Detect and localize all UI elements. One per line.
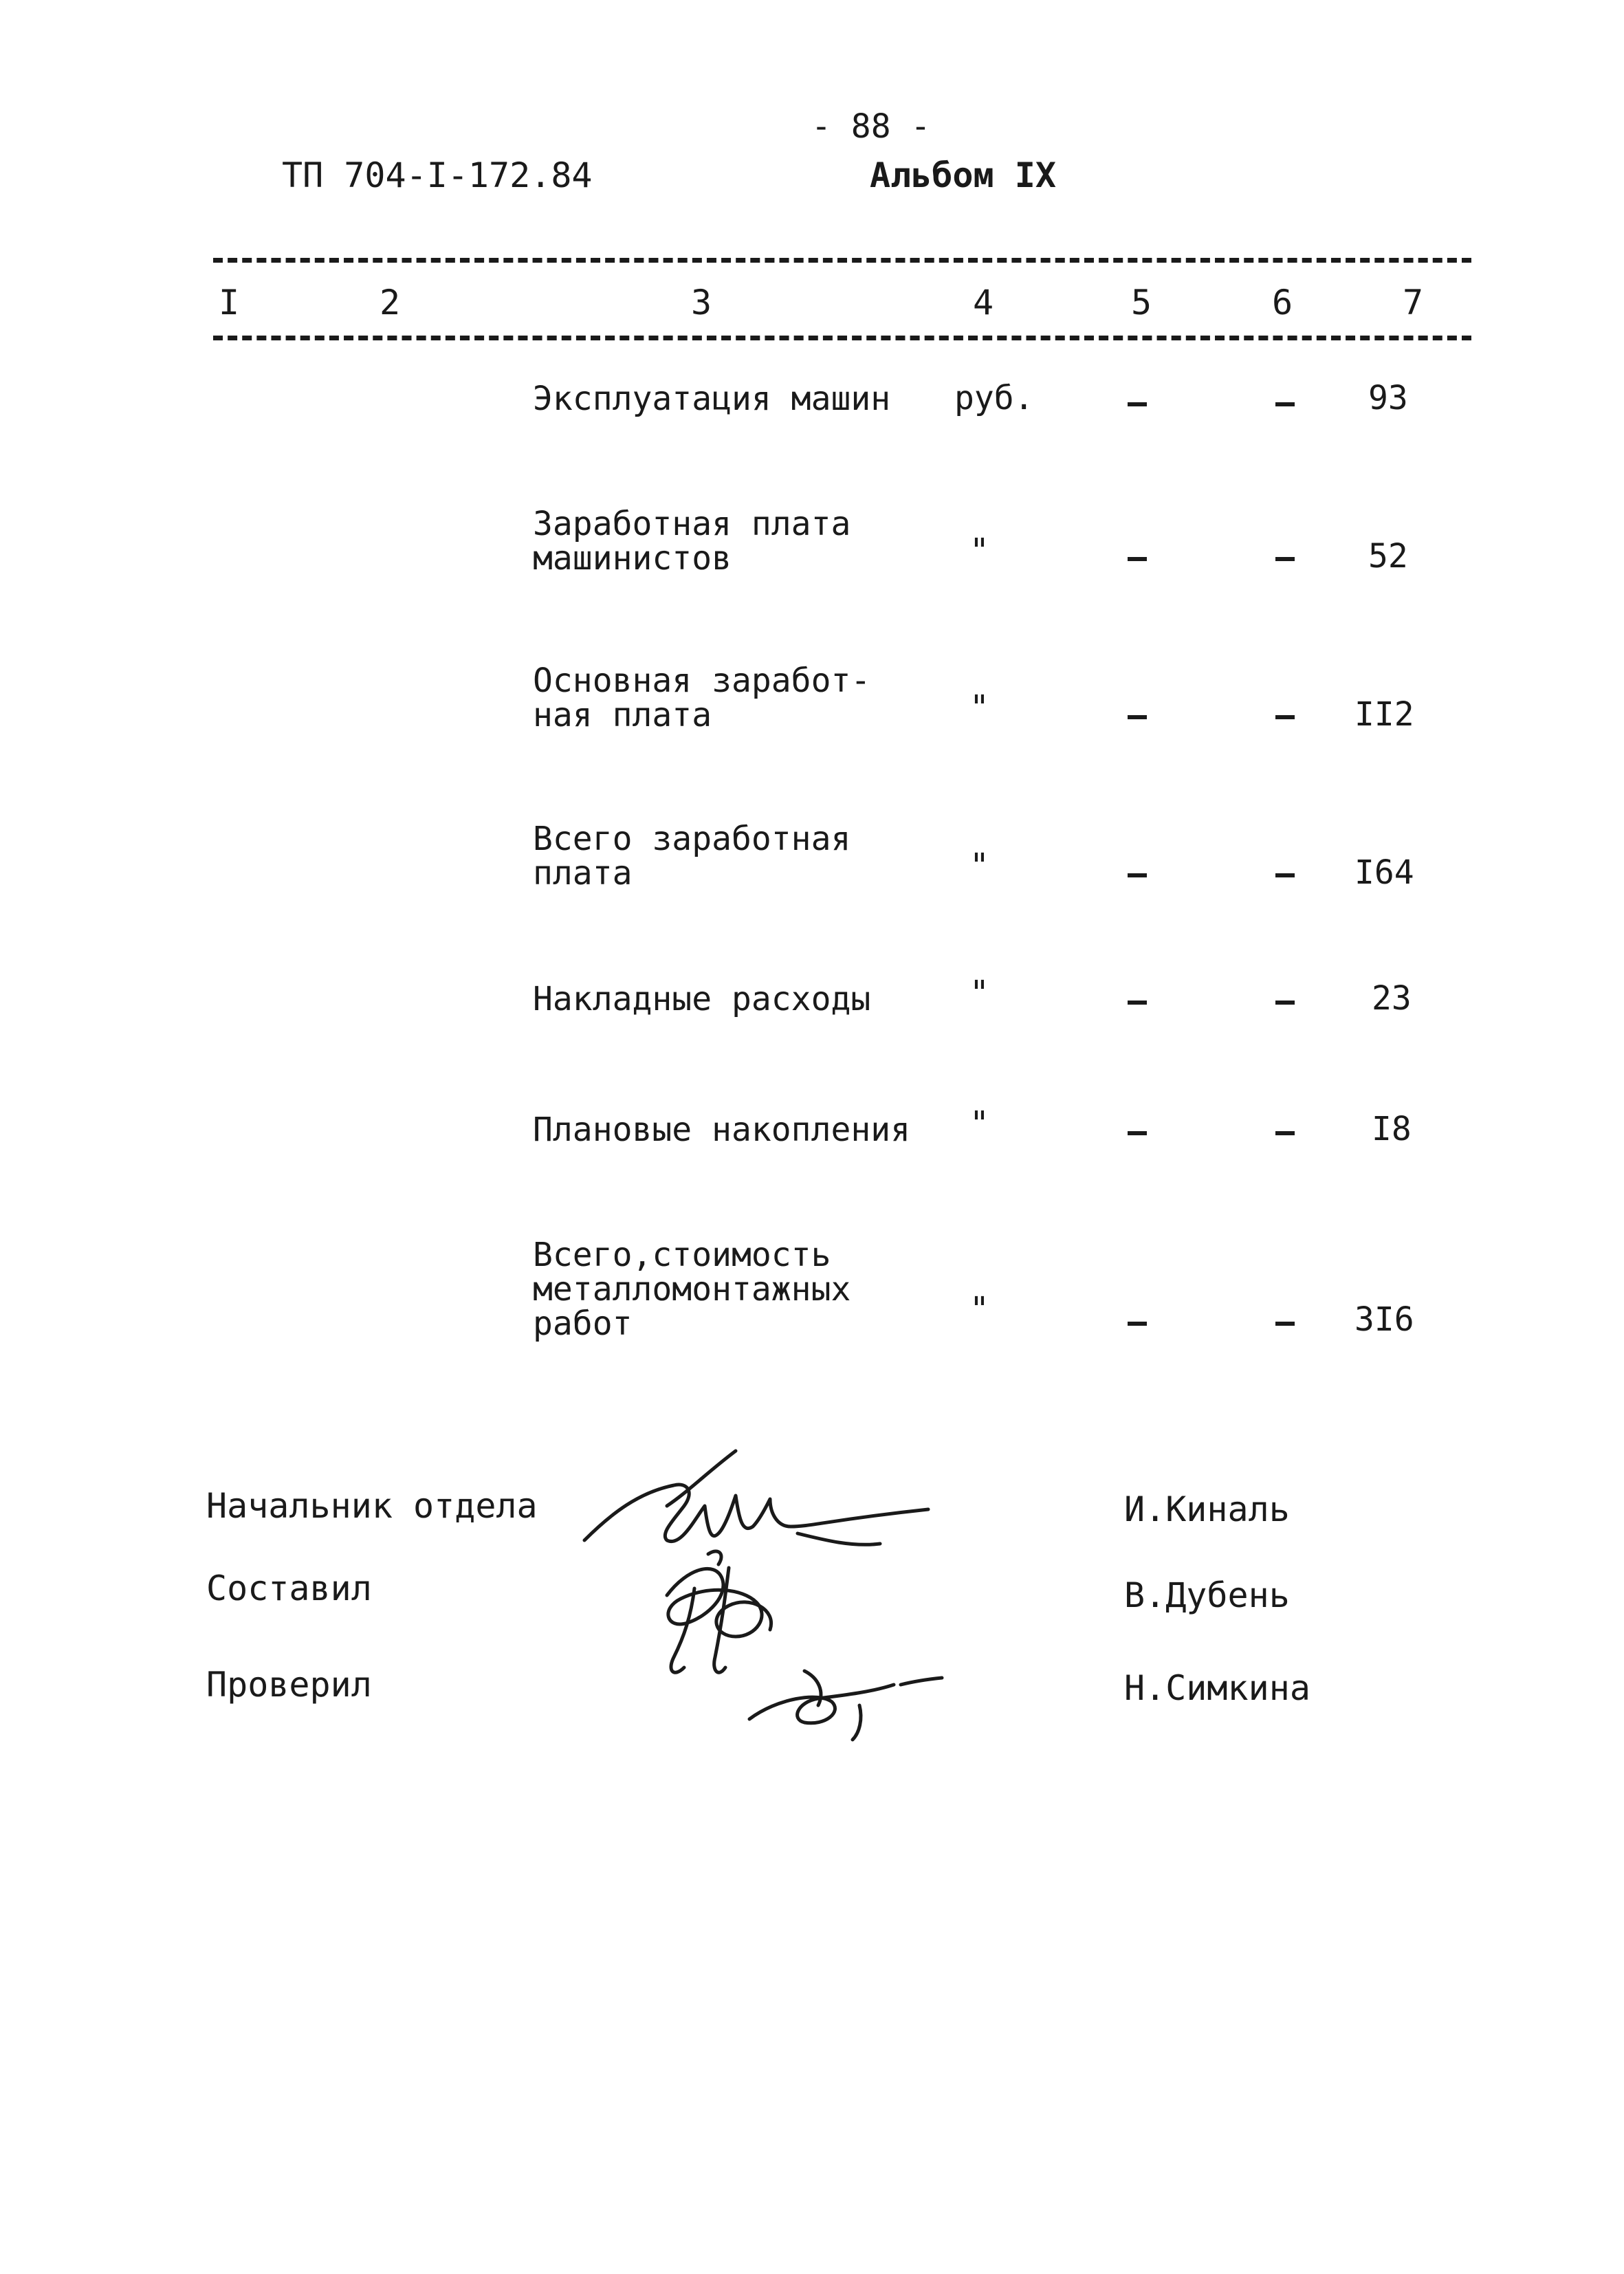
signature-role-head: Начальник отдела xyxy=(206,1486,538,1526)
row-1-col6-dash xyxy=(1275,402,1295,406)
row-1-value: 93 xyxy=(1368,379,1408,417)
row-3-col6-dash xyxy=(1275,715,1295,719)
table-top-rule xyxy=(213,258,1471,263)
row-3-name: Основная заработ- ная плата xyxy=(533,662,871,734)
row-6-col5-dash xyxy=(1128,1131,1147,1135)
row-1-col5-dash xyxy=(1128,402,1147,406)
signature-name-head: И.Киналь xyxy=(1124,1489,1290,1529)
row-5-value: 23 xyxy=(1372,979,1412,1018)
page-number: - 88 - xyxy=(811,107,931,146)
row-2-name: Заработная плата машинистов xyxy=(533,505,851,578)
signature-role-checked: Проверил xyxy=(206,1665,372,1705)
column-number-5: 5 xyxy=(1131,283,1152,322)
row-5-name: Накладные расходы xyxy=(533,980,871,1018)
row-4-col6-dash xyxy=(1275,873,1295,877)
row-6-unit: " xyxy=(969,1104,989,1143)
handwritten-signatures xyxy=(571,1430,997,1747)
row-7-col5-dash xyxy=(1128,1322,1147,1326)
table-header-bottom-rule xyxy=(213,336,1471,340)
column-number-2: 2 xyxy=(380,283,401,322)
signature-role-compiled: Составил xyxy=(206,1568,372,1608)
column-number-4: 4 xyxy=(973,283,994,322)
signature-name-compiled: В.Дубень xyxy=(1124,1575,1290,1615)
row-5-col5-dash xyxy=(1128,1001,1147,1005)
document-code: ТП 704-I-172.84 xyxy=(282,155,593,195)
column-number-3: 3 xyxy=(691,283,712,322)
column-number-6: 6 xyxy=(1272,283,1293,322)
row-4-col5-dash xyxy=(1128,873,1147,877)
signature-name-checked: Н.Симкина xyxy=(1124,1668,1310,1708)
row-4-name: Всего заработная плата xyxy=(533,820,851,893)
row-2-col5-dash xyxy=(1128,557,1147,561)
row-7-col6-dash xyxy=(1275,1322,1295,1326)
row-7-value: 3I6 xyxy=(1354,1300,1414,1339)
row-6-name: Плановые накопления xyxy=(533,1111,911,1149)
row-1-name: Эксплуатация машин xyxy=(533,380,891,418)
row-5-col6-dash xyxy=(1275,1001,1295,1005)
row-3-value: II2 xyxy=(1354,695,1414,734)
row-6-value: I8 xyxy=(1372,1110,1412,1148)
row-4-unit: " xyxy=(969,846,989,885)
row-3-unit: " xyxy=(969,688,989,727)
column-number-1: I xyxy=(219,283,240,322)
row-2-value: 52 xyxy=(1368,537,1408,576)
row-4-value: I64 xyxy=(1354,853,1414,892)
row-7-name: Всего,стоимость металломонтажных работ xyxy=(533,1236,851,1343)
column-number-7: 7 xyxy=(1403,283,1424,322)
row-6-col6-dash xyxy=(1275,1131,1295,1135)
row-5-unit: " xyxy=(969,974,989,1012)
album-title: Альбом IX xyxy=(870,155,1056,195)
row-1-unit: руб. xyxy=(954,379,1034,417)
row-7-unit: " xyxy=(969,1290,989,1329)
row-2-col6-dash xyxy=(1275,557,1295,561)
row-3-col5-dash xyxy=(1128,715,1147,719)
row-2-unit: " xyxy=(969,532,989,570)
